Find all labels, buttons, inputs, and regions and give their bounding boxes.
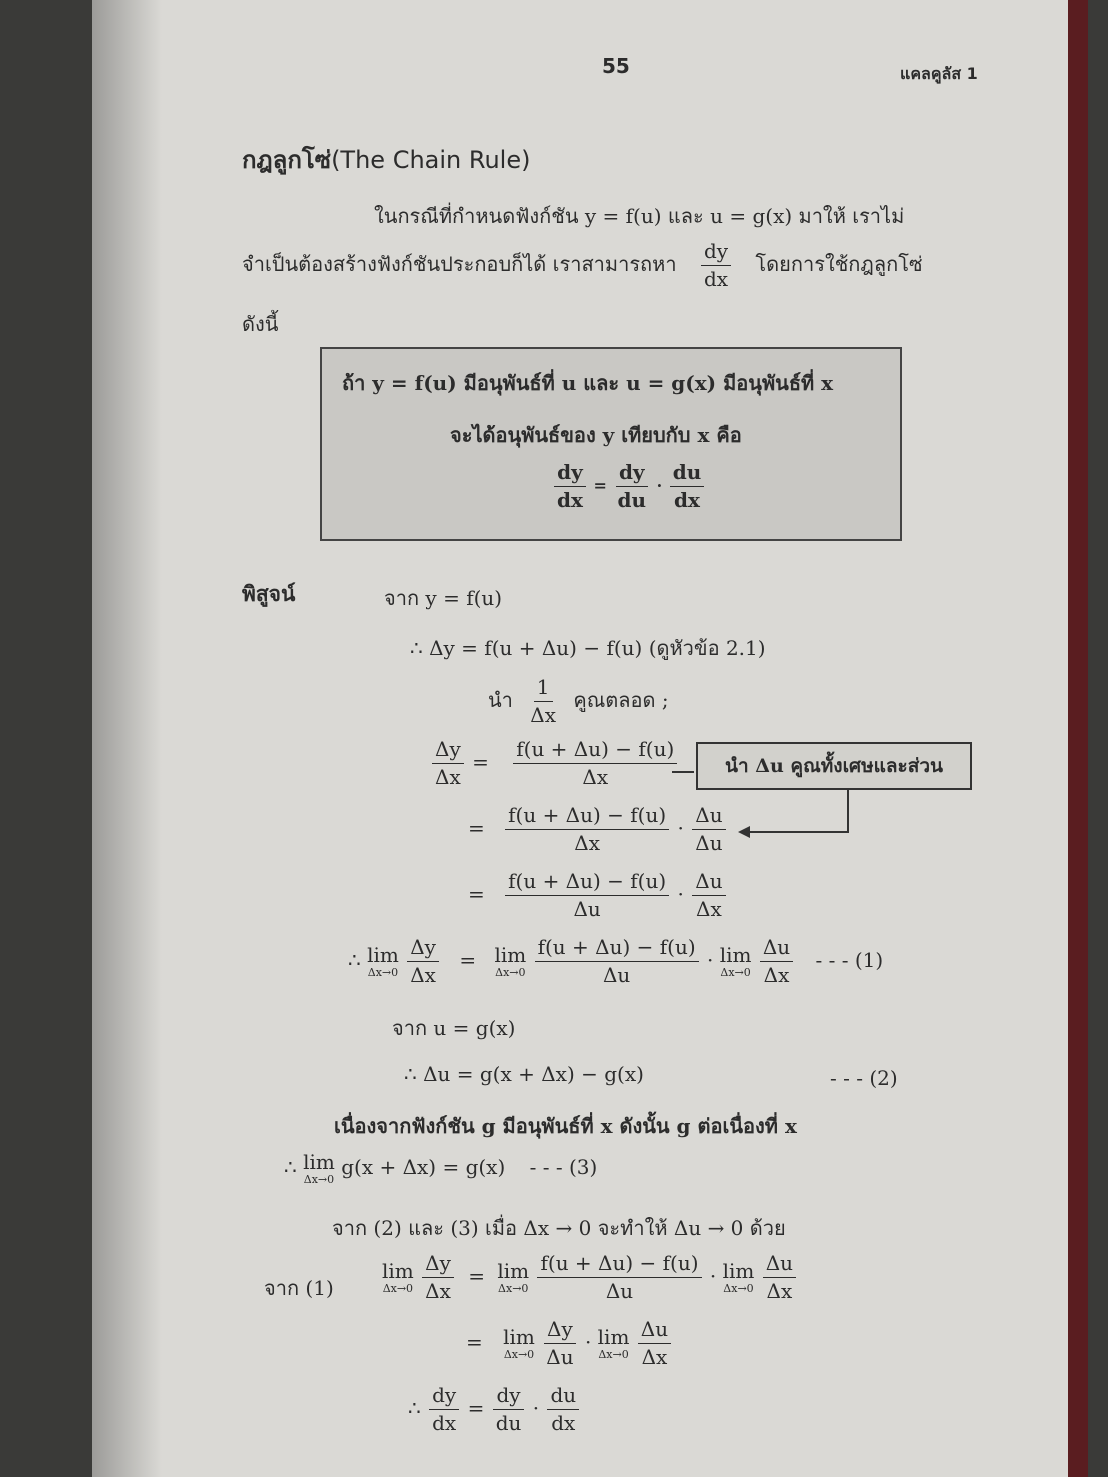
heading-thai: กฎลูกโซ่: [242, 146, 332, 174]
numerator: f(u + Δu) − f(u): [505, 804, 669, 830]
step-2: [468, 804, 728, 855]
numerator: Δu: [760, 936, 793, 962]
intro-line-2a: จำเป็นต้องสร้างฟังก์ชันประกอบก็ได้ เราสามารถหา: [242, 252, 677, 276]
lim-text: lim: [367, 943, 399, 967]
denominator: Δu: [605, 1279, 634, 1303]
denominator: Δx: [410, 963, 436, 987]
equals: =: [468, 882, 485, 906]
lim-sub: Δx→0: [382, 1282, 414, 1295]
numerator: f(u + Δu) − f(u): [537, 1252, 701, 1278]
fraction: [543, 1318, 576, 1369]
denominator: Δx: [582, 765, 609, 789]
limit: [598, 1327, 630, 1360]
fraction: [505, 870, 669, 921]
lim-sub: Δx→0: [367, 966, 399, 979]
lim-text: lim: [597, 1325, 630, 1349]
limit-g-expression: g(x + Δx) = g(x): [341, 1155, 506, 1179]
numerator: f(u + Δu) − f(u): [505, 870, 669, 896]
dot: ·: [709, 1264, 717, 1288]
equation-tag-3: - - - (3): [529, 1155, 598, 1179]
therefore-symbol: ∴: [408, 1396, 421, 1420]
section-heading: [242, 140, 530, 179]
page-number: 55: [602, 54, 630, 78]
intro-line-2b: โดยการใช้กฎลูกโซ่: [755, 252, 923, 276]
numerator: f(u + Δu) − f(u): [535, 936, 699, 962]
limit: [503, 1327, 535, 1360]
numerator: dy: [616, 461, 648, 487]
from-u-line: จาก u = g(x): [392, 1016, 516, 1040]
dot: ·: [532, 1396, 540, 1420]
limit-g-line: [284, 1152, 597, 1185]
book-page: [92, 0, 1088, 1477]
numerator: Δu: [763, 1252, 796, 1278]
lim-text: lim: [303, 1150, 335, 1174]
dot: ·: [677, 816, 684, 840]
intro-line-3: ดังนี้: [242, 312, 279, 336]
limit: [382, 1261, 414, 1294]
equals: =: [467, 1396, 485, 1420]
limit-equation-1: [348, 936, 883, 987]
lim-sub: Δx→0: [503, 1348, 535, 1361]
denominator: Δx: [763, 963, 790, 987]
fraction: [692, 870, 725, 921]
numerator: dy: [429, 1384, 459, 1410]
numerator: Δy: [407, 936, 439, 962]
fraction: [692, 804, 725, 855]
proof-line-2: ∴ Δy = f(u + Δu) − f(u) (ดูหัวข้อ 2.1): [410, 636, 766, 660]
delta-u-line: ∴ Δu = g(x + Δx) − g(x): [404, 1062, 644, 1086]
denominator: Δx: [435, 765, 461, 789]
theorem-line-1: ถ้า y = f(u) มีอนุพันธ์ที่ u และ u = g(x) มีอนุพันธ์ที่ x: [342, 371, 834, 395]
numerator: dy: [701, 240, 731, 266]
limit: [497, 1261, 529, 1294]
numerator: Δu: [638, 1318, 671, 1344]
limit: [367, 945, 399, 978]
limit: [494, 945, 526, 978]
denominator: Δu: [546, 1345, 574, 1369]
equals: =: [466, 1330, 483, 1354]
limit: [723, 1261, 755, 1294]
dot: ·: [656, 476, 663, 495]
chain-rule-formula: [552, 461, 706, 512]
theorem-line-2: จะได้อนุพันธ์ของ y เทียบกับ x คือ: [450, 423, 742, 447]
denominator: dx: [557, 488, 583, 512]
fraction: [670, 461, 705, 512]
fraction: [547, 1384, 579, 1435]
fraction: [429, 1384, 459, 1435]
therefore-symbol: ∴: [284, 1155, 297, 1179]
numerator: 1: [534, 676, 553, 702]
dot: ·: [706, 948, 714, 972]
dot: ·: [584, 1330, 592, 1354]
lim-sub: Δx→0: [303, 1173, 335, 1186]
denominator: Δu: [695, 831, 723, 855]
denominator: Δx: [530, 703, 556, 727]
running-title: แคลคูลัส 1: [900, 64, 978, 83]
one-over-dx: [527, 676, 559, 727]
denominator: Δx: [696, 897, 722, 921]
lim-text: lim: [503, 1325, 535, 1349]
proof-line-3: [488, 676, 669, 727]
dot: ·: [677, 882, 684, 906]
denominator: Δx: [425, 1279, 451, 1303]
equals: =: [468, 816, 485, 840]
denominator: Δx: [574, 831, 601, 855]
step-3: [468, 870, 728, 921]
lim-sub: Δx→0: [498, 1282, 529, 1295]
from-2-and-3-line: จาก (2) และ (3) เมื่อ Δx → 0 จะทำให้ Δu → 0 ด้วย: [332, 1216, 786, 1240]
denominator: dx: [703, 267, 729, 291]
numerator: Δu: [692, 804, 725, 830]
equation-tag-1: - - - (1): [815, 948, 884, 972]
lim-text: lim: [722, 1259, 755, 1283]
fraction: [760, 936, 793, 987]
numerator: f(u + Δu) − f(u): [513, 738, 677, 764]
dy-dx-fraction: [701, 240, 731, 291]
numerator: dy: [554, 461, 586, 487]
final-conclusion: [408, 1384, 581, 1435]
numerator: du: [670, 461, 705, 487]
limit: [720, 945, 752, 978]
from-1-label: จาก (1): [264, 1276, 334, 1300]
denominator: du: [495, 1411, 522, 1435]
lim-sub: Δx→0: [495, 966, 526, 979]
denominator: Δu: [573, 897, 601, 921]
fraction: [432, 738, 464, 789]
fraction: [638, 1318, 671, 1369]
throughout-text: คูณตลอด ;: [573, 688, 669, 712]
numerator: Δy: [432, 738, 464, 764]
numerator: Δu: [692, 870, 725, 896]
fraction: [535, 936, 699, 987]
numerator: Δy: [544, 1318, 576, 1344]
denominator: Δx: [641, 1345, 668, 1369]
therefore-symbol: ∴: [348, 948, 361, 972]
fraction: [537, 1252, 701, 1303]
equals: =: [459, 948, 477, 972]
numerator: Δy: [422, 1252, 454, 1278]
denominator: dx: [432, 1411, 457, 1435]
fraction: [554, 461, 586, 512]
limit: [303, 1152, 335, 1185]
fraction: [614, 461, 649, 512]
denominator: dx: [674, 488, 700, 512]
fraction: [422, 1252, 454, 1303]
proof-line-1: จาก y = f(u): [384, 586, 503, 610]
lim-sub: Δx→0: [720, 966, 751, 979]
equals: =: [472, 750, 489, 774]
fraction: [407, 936, 439, 987]
denominator: dx: [551, 1411, 576, 1435]
equals: =: [593, 476, 607, 495]
intro-line-2: [242, 240, 923, 291]
numerator: dy: [493, 1384, 523, 1410]
denominator: du: [617, 488, 647, 512]
numerator: du: [547, 1384, 579, 1410]
heading-english: (The Chain Rule): [331, 146, 531, 174]
lim-text: lim: [494, 943, 527, 967]
theorem-box: [320, 347, 902, 541]
fraction: [513, 738, 677, 789]
lim-text: lim: [719, 943, 752, 967]
lim-sub: Δx→0: [598, 1348, 629, 1361]
intro-line-1: ในกรณีที่กำหนดฟังก์ชัน y = f(u) และ u = g(x) มาให้ เราไม่: [374, 204, 905, 228]
equation-tag-2: - - - (2): [830, 1066, 898, 1090]
final-equation-1: [382, 1252, 798, 1303]
final-equation-2: [466, 1318, 673, 1369]
denominator: Δx: [766, 1279, 793, 1303]
multiply-text: นำ: [488, 688, 513, 712]
equals: =: [468, 1264, 485, 1288]
book-binding: [1068, 0, 1088, 1477]
note-box: นำ Δu คูณทั้งเศษและส่วน: [696, 742, 972, 790]
fraction: [763, 1252, 796, 1303]
continuity-line: เนื่องจากฟังก์ชัน g มีอนุพันธ์ที่ x ดังนั้น g ต่อเนื่องที่ x: [334, 1114, 797, 1138]
fraction: [505, 804, 669, 855]
lim-sub: Δx→0: [723, 1282, 754, 1295]
lim-text: lim: [497, 1259, 530, 1283]
denominator: Δu: [602, 963, 631, 987]
fraction: [493, 1384, 525, 1435]
proof-label: พิสูจน์: [242, 582, 296, 606]
step-1: [430, 738, 679, 789]
lim-text: lim: [382, 1259, 414, 1283]
